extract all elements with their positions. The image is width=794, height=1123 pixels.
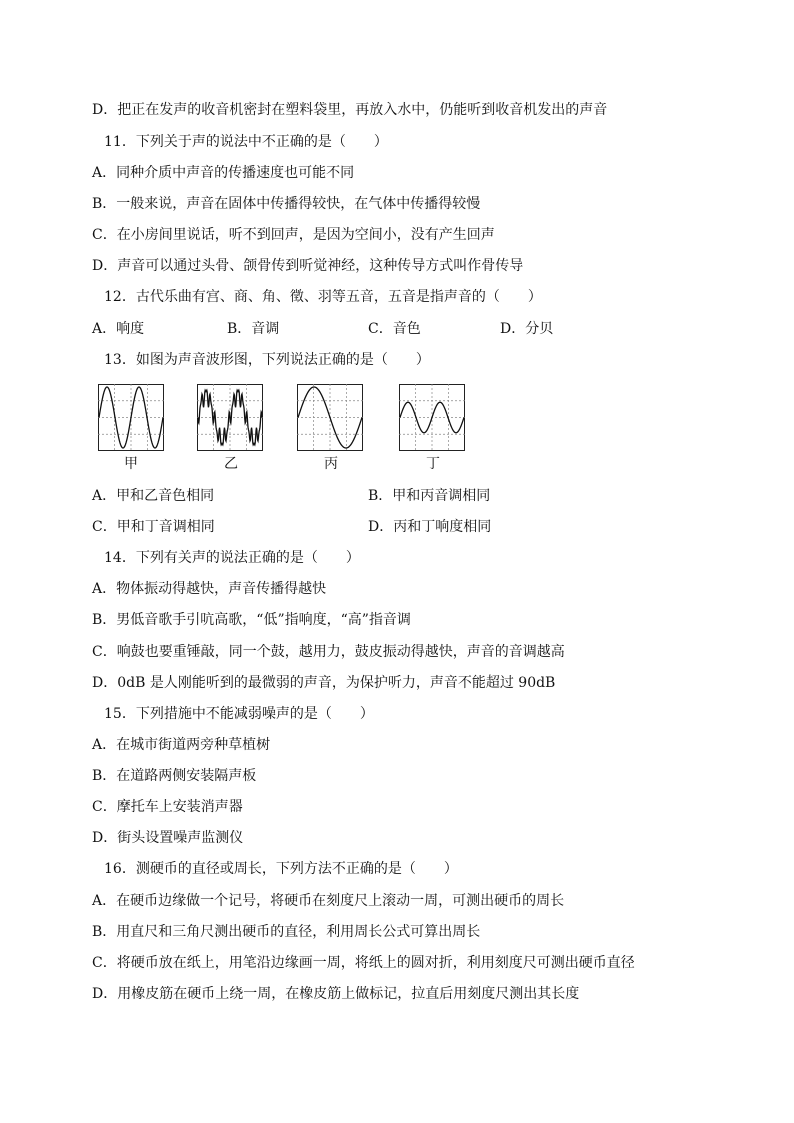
q13-option-a: A．甲和乙音色相同 (92, 488, 215, 504)
q10-option-d: D．把正在发声的收音机密封在塑料袋里，再放入水中，仍能听到收音机发出的声音 (92, 102, 608, 118)
q14-option-c: C．响鼓也要重锤敲，同一个鼓，越用力，鼓皮振动得越快，声音的音调越高 (92, 644, 565, 660)
q14-stem: 14．下列有关声的说法正确的是（ ） (104, 550, 360, 566)
q12-option-a: A．响度 (92, 321, 145, 337)
waveform-yi (197, 384, 263, 451)
q13-option-d: D．丙和丁响度相同 (368, 519, 492, 535)
waveform-jia-graph (98, 384, 164, 451)
waveform-ding-graph (399, 384, 465, 451)
waveform-yi-label: 乙 (224, 456, 238, 472)
waveform-jia-label: 甲 (124, 456, 138, 472)
q16-option-c: C．将硬币放在纸上，用笔沿边缘画一周，将纸上的圆对折，利用刻度尺可测出硬币直径 (92, 955, 635, 971)
q14-option-d: D．0dB 是人刚能听到的最微弱的声音，为保护听力，声音不能超过 90dB (92, 675, 556, 691)
q11-option-a: A．同种介质中声音的传播速度也可能不同 (92, 165, 355, 181)
waveform-bing (297, 384, 363, 451)
q15-option-b: B．在道路两侧安装隔声板 (92, 768, 257, 784)
q13-stem: 13．如图为声音波形图，下列说法正确的是（ ） (104, 352, 430, 368)
waveform-bing-graph (297, 384, 363, 451)
q12-stem: 12．古代乐曲有宫、商、角、徵、羽等五音，五音是指声音的（ ） (104, 289, 542, 305)
waveform-bing-label: 丙 (324, 456, 338, 472)
waveform-yi-graph (197, 384, 263, 451)
q14-option-b: B．男低音歌手引吭高歌，“低”指响度，“高”指音调 (92, 612, 411, 628)
q11-option-c: C．在小房间里说话，听不到回声，是因为空间小，没有产生回声 (92, 227, 495, 243)
q16-option-a: A．在硬币边缘做一个记号，将硬币在刻度尺上滚动一周，可测出硬币的周长 (92, 893, 565, 909)
q15-option-a: A．在城市街道两旁种草植树 (92, 737, 271, 753)
q13-option-b: B．甲和丙音调相同 (368, 488, 491, 504)
q12-option-b: B．音调 (227, 321, 280, 337)
q11-stem: 11．下列关于声的说法中不正确的是（ ） (104, 134, 388, 150)
q16-option-b: B．用直尺和三角尺测出硬币的直径，利用周长公式可算出周长 (92, 924, 481, 940)
waveform-ding-label: 丁 (426, 456, 440, 472)
q15-option-c: C．摩托车上安装消声器 (92, 799, 243, 815)
q11-option-b: B．一般来说，声音在固体中传播得较快，在气体中传播得较慢 (92, 196, 481, 212)
q15-option-d: D．街头设置噪声监测仪 (92, 830, 244, 846)
q13-option-c: C．甲和丁音调相同 (92, 519, 215, 535)
q12-option-c: C．音色 (368, 321, 421, 337)
q16-stem: 16．测硬币的直径或周长，下列方法不正确的是（ ） (104, 861, 458, 877)
q14-option-a: A．物体振动得越快，声音传播得越快 (92, 581, 327, 597)
waveform-jia (98, 384, 164, 451)
waveform-ding (399, 384, 465, 451)
q16-option-d: D．用橡皮筋在硬币上绕一周，在橡皮筋上做标记，拉直后用刻度尺测出其长度 (92, 986, 580, 1002)
q11-option-d: D．声音可以通过头骨、颌骨传到听觉神经，这种传导方式叫作骨传导 (92, 258, 524, 274)
q12-option-d: D．分贝 (500, 321, 554, 337)
q15-stem: 15．下列措施中不能减弱噪声的是（ ） (104, 706, 374, 722)
